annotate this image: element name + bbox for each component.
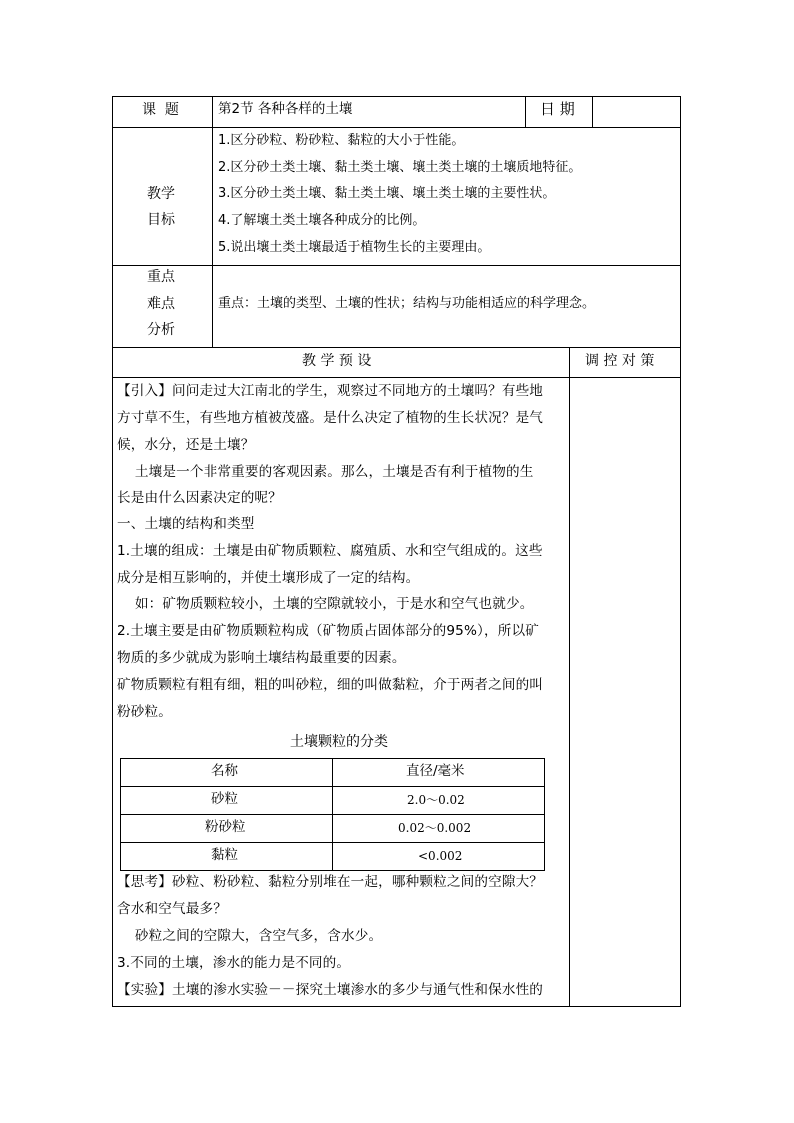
control-column-divider: [569, 347, 570, 1007]
objectives-label-line2: 目标: [147, 212, 175, 228]
date-value-divider: [592, 96, 593, 127]
focus-label-line1: 重点: [147, 269, 175, 285]
objective-item: 1.区分砂粒、粉砂粒、黏粒的大小于性能。: [218, 133, 465, 148]
body-line: 砂粒之间的空隙大，含空气多，含水少。: [117, 928, 383, 944]
particle-table-caption: 土壤颗粒的分类: [290, 734, 388, 750]
body-line: 一、土壤的结构和类型: [117, 516, 255, 532]
objective-item: 2.区分砂土类土壤、黏土类土壤、壤土类土壤的土壤质地特征。: [218, 160, 582, 175]
particle-diameter-cell: 0.02～0.002: [398, 821, 472, 835]
body-line: 2.土壤主要是由矿物质颗粒构成（矿物质占固体部分的95%），所以矿: [117, 623, 539, 639]
topic-label: 课 题: [142, 102, 179, 118]
particle-name-cell: 黏粒: [211, 847, 238, 863]
row-divider: [112, 127, 681, 128]
control-section-header: 调 控 对 策: [585, 353, 655, 369]
body-line: 【引入】问问走过大江南北的学生，观察过不同地方的土壤吗？有些地: [117, 383, 544, 399]
particle-diameter-cell: 2.0～0.02: [407, 793, 465, 807]
particle-name-cell: 粉砂粒: [205, 819, 246, 835]
objective-item: 4.了解壤土类土壤各种成分的比例。: [218, 213, 426, 228]
row-divider: [112, 347, 681, 348]
body-line: 方寸草不生，有些地方植被茂盛。是什么决定了植物的生长状况？是气: [117, 410, 544, 426]
date-column-divider: [525, 96, 526, 127]
body-line: 3.不同的土壤，渗水的能力是不同的。: [117, 955, 351, 971]
particle-diameter-cell: <0.002: [418, 849, 463, 863]
particle-table-col-divider: [332, 758, 333, 871]
particle-table-header: 名称: [211, 763, 238, 779]
body-line: 【思考】砂粒、粉砂粒、黏粒分别堆在一起，哪种颗粒之间的空隙大？: [117, 874, 544, 890]
body-line: 物质的多少就成为影响土壤结构最重要的因素。: [117, 650, 406, 666]
focus-label-line3: 分析: [147, 322, 175, 338]
body-line: 含水和空气最多？: [117, 901, 227, 917]
date-label: 日 期: [540, 100, 575, 118]
objective-item: 5.说出壤土类土壤最适于植物生长的主要理由。: [218, 240, 491, 255]
plan-section-header: 教 学 预 设: [302, 353, 372, 369]
body-line: 土壤是一个非常重要的客观因素。那么，土壤是否有利于植物的生: [117, 464, 534, 480]
body-line: 长是由什么因素决定的呢？: [117, 490, 282, 506]
objectives-label-line1: 教学: [147, 186, 175, 202]
body-line: 粉砂粒。: [117, 704, 172, 720]
objective-item: 3.区分砂土类土壤、黏土类土壤、壤土类土壤的主要性状。: [218, 186, 556, 201]
particle-table-header: 直径/毫米: [406, 763, 465, 779]
row-divider: [112, 265, 681, 266]
body-line: 候，水分，还是土壤？: [117, 437, 255, 453]
topic-value: 第2节 各种各样的土壤: [218, 101, 353, 117]
focus-text: 重点：土壤的类型、土壤的性状；结构与功能相适应的科学理念。: [218, 296, 596, 311]
row-divider: [112, 377, 681, 378]
body-line: 【实验】土壤的渗水实验－－探究土壤渗水的多少与通气性和保水性的: [117, 982, 544, 998]
focus-label-line2: 难点: [147, 296, 175, 312]
body-line: 如：矿物质颗粒较小，土壤的空隙就较小，于是水和空气也就少。: [117, 596, 534, 612]
label-column-divider: [212, 96, 213, 347]
body-line: 矿物质颗粒有粗有细，粗的叫砂粒，细的叫做黏粒，介于两者之间的叫: [117, 677, 544, 693]
particle-name-cell: 砂粒: [211, 791, 238, 807]
body-line: 成分是相互影响的，并使土壤形成了一定的结构。: [117, 570, 420, 586]
body-line: 1.土壤的组成：土壤是由矿物质颗粒、腐殖质、水和空气组成的。这些: [117, 543, 543, 559]
